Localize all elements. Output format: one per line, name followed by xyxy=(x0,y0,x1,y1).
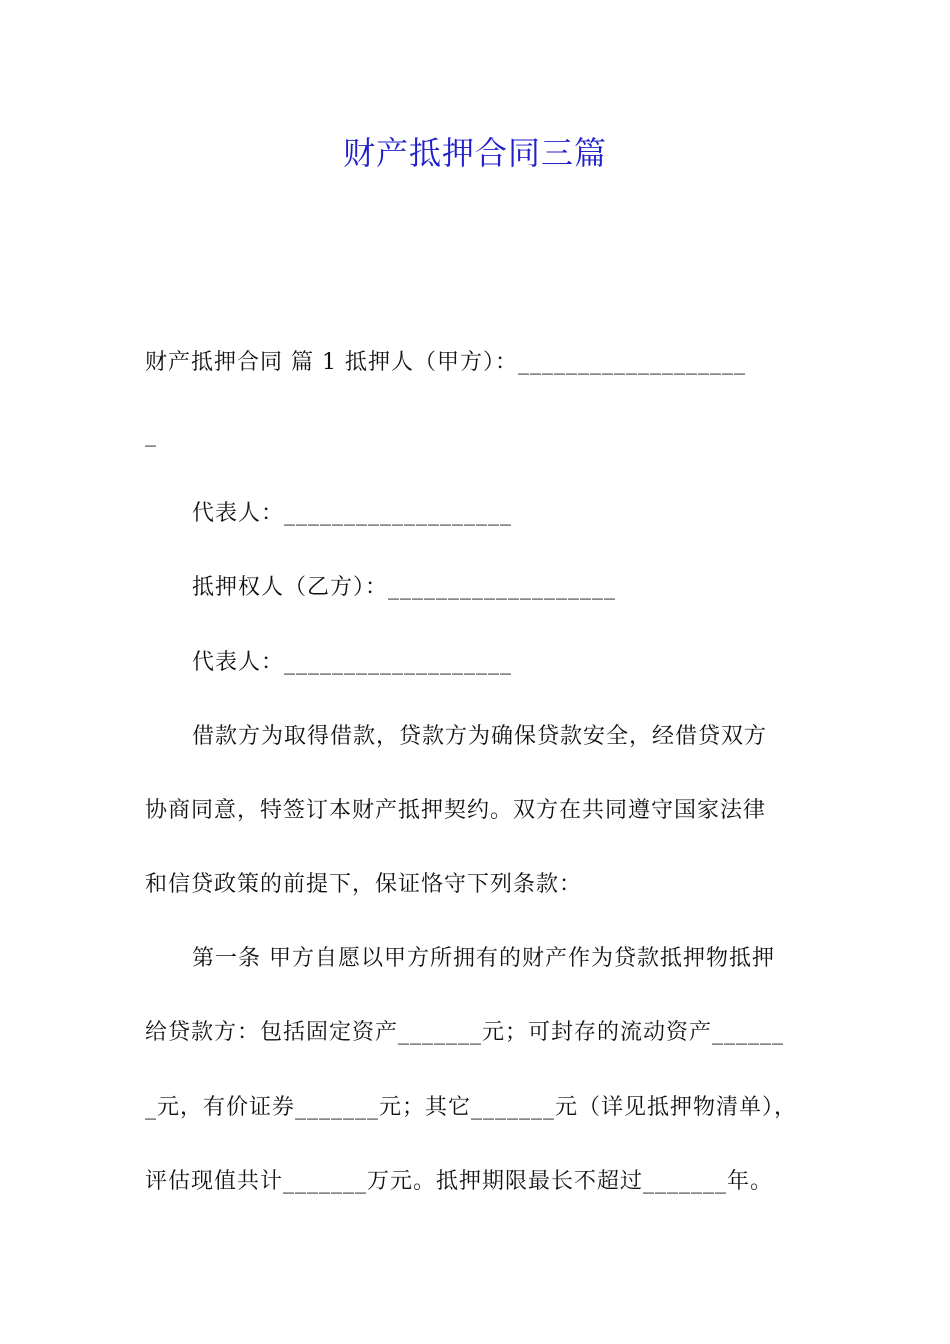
document-title: 财产抵押合同三篇 xyxy=(342,134,607,172)
mortgagee-line: 抵押权人（乙方）：___________________ xyxy=(192,575,617,600)
paragraph-line: 给贷款方：包括固定资产_______元；可封存的流动资产______ xyxy=(145,1020,785,1045)
paragraph-line: 借款方为取得借款，贷款方为确保贷款安全，经借贷双方 xyxy=(192,724,768,749)
paragraph-line: 评估现值共计_______万元。抵押期限最长不超过_______年。 xyxy=(145,1169,774,1194)
article-one-line: 第一条 甲方自愿以甲方所拥有的财产作为贷款抵押物抵押 xyxy=(192,946,775,971)
paragraph-line: 协商同意，特签订本财产抵押契约。双方在共同遵守国家法律 xyxy=(145,798,767,823)
paragraph-line: 和信贷政策的前提下，保证恪守下列条款： xyxy=(145,872,583,897)
blank-continuation-line: _ xyxy=(145,422,157,447)
representative-a-line: 代表人：___________________ xyxy=(192,501,513,526)
paragraph-line: _元，有价证券_______元；其它_______元（详见抵押物清单）， xyxy=(145,1095,798,1120)
representative-b-line: 代表人：___________________ xyxy=(192,650,513,675)
contract-heading-line: 财产抵押合同 篇 1 抵押人（甲方）：___________________ xyxy=(145,350,746,375)
